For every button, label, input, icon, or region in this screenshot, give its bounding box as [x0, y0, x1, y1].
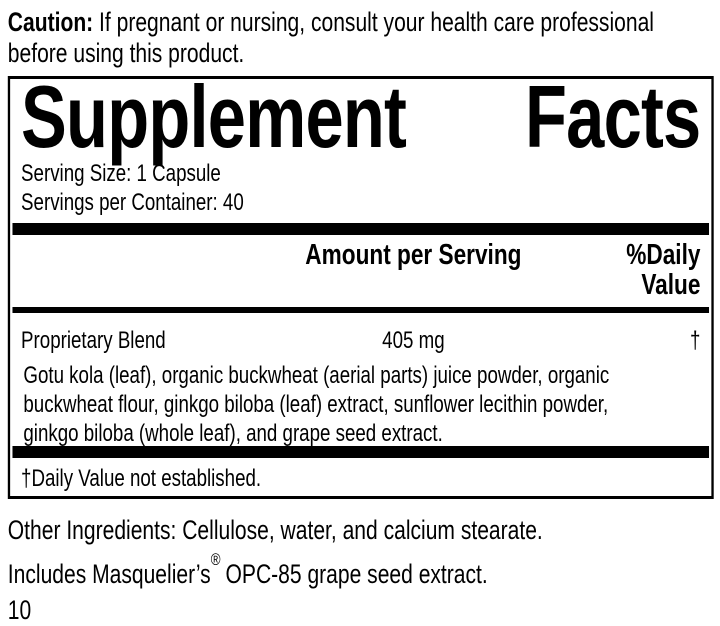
includes-text-pre: Includes Masquelier’s	[7, 559, 211, 589]
blend-description-line: Gotu kola (leaf), organic buckwheat (aerial parts) juice powder, organic	[23, 362, 610, 389]
panel-title	[21, 67, 701, 166]
daily-value-footnote: †Daily Value not established.	[21, 465, 262, 492]
servings-per-container: Servings per Container: 40	[21, 189, 244, 216]
panel-title-word1: Supplement	[21, 67, 407, 166]
ingredient-name: Proprietary Blend	[21, 327, 166, 354]
caution-line2: before using this product.	[7, 38, 245, 68]
label-page	[0, 7, 720, 626]
caution-line1: If pregnant or nursing, consult your health care professional	[99, 7, 654, 37]
header-divider-rule	[12, 307, 709, 313]
thick-rule-top	[12, 223, 709, 235]
caution-text	[8, 7, 680, 69]
serving-size: Serving Size: 1 Capsule	[21, 160, 221, 187]
page-number: 10	[7, 595, 32, 625]
column-header-daily-value: %Daily Value	[626, 239, 701, 301]
ingredient-daily-value: †	[690, 327, 701, 354]
other-ingredients: Other Ingredients: Cellulose, water, and calcium stearate.	[7, 515, 543, 545]
includes-text-post: OPC-85 grape seed extract.	[225, 559, 488, 589]
blend-description-line: ginkgo biloba (whole leaf), and grape seed extract.	[23, 420, 443, 447]
column-header-row	[21, 240, 700, 300]
caution-label: Caution:	[7, 7, 94, 37]
blend-description-line: buckwheat flour, ginkgo biloba (leaf) extract, sunflower lecithin powder,	[23, 391, 609, 418]
blend-description	[21, 361, 700, 448]
column-header-amount: Amount per Serving	[305, 239, 522, 271]
supplement-facts-panel	[8, 67, 714, 499]
includes-line	[8, 552, 720, 590]
registered-trademark-symbol: ®	[210, 550, 221, 570]
panel-title-word2: Facts	[525, 67, 701, 166]
ingredient-row	[21, 326, 700, 355]
ingredient-amount: 405 mg	[382, 327, 445, 354]
